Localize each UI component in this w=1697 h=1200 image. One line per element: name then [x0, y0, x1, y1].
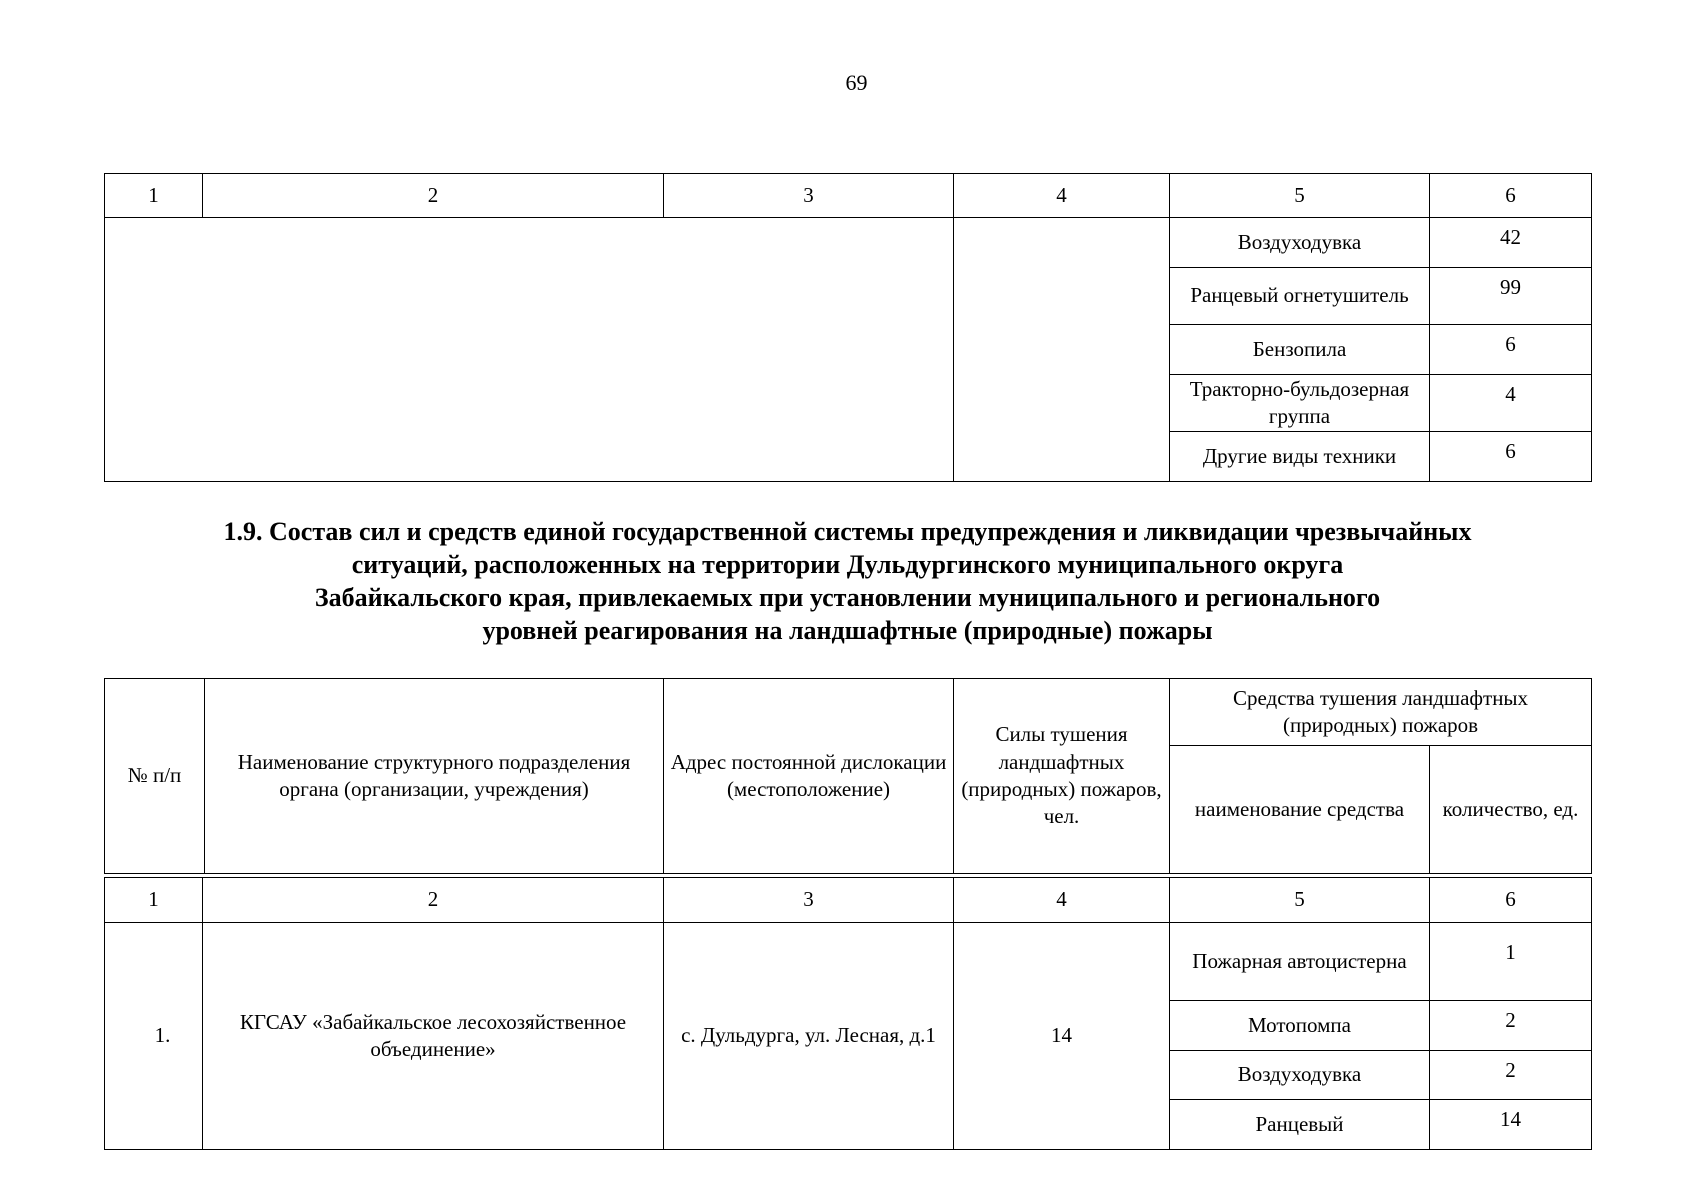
header-number: № п/п — [105, 679, 205, 874]
means-name: Мотопомпа — [1170, 1001, 1430, 1051]
entry-forces: 14 — [954, 923, 1170, 1150]
means-name: Тракторно-бульдозерная группа — [1170, 375, 1430, 432]
means-qty: 6 — [1430, 325, 1592, 375]
col-number-5: 5 — [1170, 174, 1430, 218]
col-number-4: 4 — [954, 878, 1170, 923]
empty-merged-cell — [105, 218, 954, 482]
means-qty: 2 — [1430, 1001, 1592, 1051]
section-title-line: 1.9. Состав сил и средств единой государственной системы предупреждения и ликвидации чрезвычайных — [223, 517, 1472, 546]
table-row — [105, 923, 1592, 1001]
main-table-header — [104, 678, 1592, 874]
means-name: Другие виды техники — [1170, 432, 1430, 482]
means-name: Ранцевый огнетушитель — [1170, 268, 1430, 325]
means-qty: 2 — [1430, 1051, 1592, 1100]
header-means: Средства тушения ландшафтных (природных) пожаров — [1170, 679, 1592, 746]
section-title-line: уровней реагирования на ландшафтные (природные) пожары — [482, 616, 1213, 645]
col-number-2: 2 — [203, 174, 664, 218]
section-title-line: Забайкальского края, привлекаемых при установлении муниципального и регионального — [314, 583, 1381, 612]
col-number-6: 6 — [1430, 174, 1592, 218]
entry-address: с. Дульдурга, ул. Лесная, д.1 — [664, 923, 954, 1150]
means-qty: 42 — [1430, 218, 1592, 268]
continuation-table — [104, 173, 1592, 482]
means-name: Ранцевый — [1170, 1100, 1430, 1150]
header-means-name: наименование средства — [1170, 746, 1430, 874]
entry-number: 1. — [105, 923, 203, 1150]
page-number: 69 — [845, 70, 868, 95]
header-address: Адрес постоянной дислокации (местоположение) — [664, 679, 954, 874]
col-number-6: 6 — [1430, 878, 1592, 923]
section-title — [104, 515, 1591, 647]
means-qty: 99 — [1430, 268, 1592, 325]
means-name: Пожарная автоцистерна — [1170, 923, 1430, 1001]
col-number-1: 1 — [105, 878, 203, 923]
means-name: Бензопила — [1170, 325, 1430, 375]
col-number-3: 3 — [664, 174, 954, 218]
col-number-1: 1 — [105, 174, 203, 218]
numbering-row — [105, 878, 1592, 923]
col-number-3: 3 — [664, 878, 954, 923]
means-qty: 1 — [1430, 923, 1592, 1001]
table-row — [105, 218, 1592, 268]
means-qty: 4 — [1430, 375, 1592, 432]
header-unit-name: Наименование структурного подразделения органа (организации, учреждения) — [205, 679, 664, 874]
means-name: Воздуходувка — [1170, 1051, 1430, 1100]
header-forces: Силы тушения ландшафтных (природных) пожаров, чел. — [954, 679, 1170, 874]
means-qty: 6 — [1430, 432, 1592, 482]
table-header-row — [105, 174, 1592, 218]
means-qty: 14 — [1430, 1100, 1592, 1150]
header-means-qty: количество, ед. — [1430, 746, 1592, 874]
col-number-4: 4 — [954, 174, 1170, 218]
col-number-5: 5 — [1170, 878, 1430, 923]
entry-unit-name: КГСАУ «Забайкальское лесохозяйственное объединение» — [203, 923, 664, 1150]
section-title-line: ситуаций, расположенных на территории Дульдургинского муниципального округа — [351, 550, 1344, 579]
main-table-body — [104, 877, 1592, 1150]
empty-merged-cell — [954, 218, 1170, 482]
means-name: Воздуходувка — [1170, 218, 1430, 268]
col-number-2: 2 — [203, 878, 664, 923]
